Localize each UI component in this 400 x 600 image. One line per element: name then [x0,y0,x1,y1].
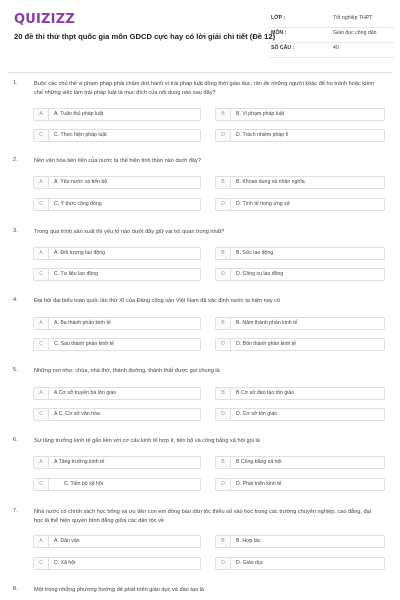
question-text: Sự tăng trưởng kinh tế gắn liền với cơ cấu kinh tế hợp lí, tiến bộ và công bằng xã hội gọi là [34,438,260,444]
document-title: 20 đề thi thử thpt quốc gia môn GDCD cực hay có lời giải chi tiết (Đề 12) [14,32,276,41]
option-text: B. Vi phạm pháp luật [236,111,285,117]
option-letter: C [34,199,49,210]
meta-value: 40 [333,45,339,51]
option-a[interactable] [33,456,201,469]
option-a[interactable] [33,317,201,330]
option-text: D. Bốn thành phần kinh tế [236,341,296,347]
question-text: Trong quá trình sản xuất thì yếu tố nào dưới đây giữ vai trò quan trọng nhất? [34,229,225,235]
option-letter: A [34,536,49,547]
option-text: A. Ba thành phần kinh tế [54,320,111,326]
option-b[interactable] [215,387,385,400]
option-letter: C [34,339,49,350]
option-text: A. Dân vận [54,538,80,544]
option-letter: B [216,536,231,547]
question-text: Nhà nước có chính sách học bổng và ưu tiên con em đồng bào dân tộc thiểu số vào học trong các trường chuyên nghiệp, cao đẳng, đại học là thể hiện quyền bình đẳng giữa các dân tộc về [34,509,372,524]
option-letter: D [216,479,231,490]
meta-value: Tốt nghiệp THPT [333,15,373,21]
option-letter: A [34,388,49,399]
option-d[interactable] [215,408,385,421]
option-a[interactable] [33,108,201,121]
question-number: 3. [13,228,18,234]
option-letter: C [34,130,49,141]
meta-value: Giáo dục công dân [333,30,377,36]
option-text: A. Tuân thủ pháp luật [54,111,104,117]
option-c[interactable] [33,268,201,281]
question-text: Những nơi như: chùa, nhà thờ, thánh đường, thánh thất được gọi chung là [34,368,220,374]
option-letter: B [216,177,231,188]
question-text: Một trong những phương hướng để phát triển giáo dục và đào tạo là [34,587,205,593]
option-d[interactable] [215,557,385,570]
option-text: D. Công cụ lao động [236,271,284,277]
option-text: C. Xã hội [54,560,76,566]
question-number: 2. [13,157,18,163]
option-text: B. Hợp tác [236,538,261,544]
option-letter: D [216,269,231,280]
document-header [0,0,400,68]
option-text: B Công bằng xã hội [236,459,282,465]
meta-key: SỐ CÂU : [271,45,295,51]
option-text: D. Phát triển kinh tế [236,481,282,487]
option-text: B Cơ sở đào tạo tôn giáo [236,390,295,396]
option-letter: B [216,248,231,259]
option-d[interactable] [215,198,385,211]
question-number: 5. [13,367,18,373]
option-b[interactable] [215,456,385,469]
option-text: A. Yêu nước và tiến bộ [54,179,108,185]
option-c[interactable] [33,478,201,491]
option-letter: C [34,558,49,569]
option-letter: A [34,248,49,259]
option-text: C. Ý thức cộng đồng [54,201,102,207]
option-text: A Tăng trưởng kinh tế [54,459,105,465]
option-b[interactable] [215,535,385,548]
question-number: 4. [13,297,18,303]
option-letter: C [34,479,49,490]
option-b[interactable] [215,176,385,189]
option-text: A Cơ sở truyền bá tôn giáo [54,390,117,396]
option-text: C. Tư liệu lao động [54,271,99,277]
option-d[interactable] [215,268,385,281]
meta-key: MÔN : [271,30,287,36]
option-a[interactable] [33,247,201,260]
option-d[interactable] [215,129,385,142]
option-letter: C [34,269,49,280]
option-b[interactable] [215,108,385,121]
option-text: C. Tiến bộ xã hội [64,481,103,487]
option-text: A C. Cơ sở văn hóa [54,411,100,417]
option-a[interactable] [33,176,201,189]
option-letter: B [216,109,231,120]
meta-key: LỚP : [271,15,286,21]
option-letter: A [34,109,49,120]
question-number: 1. [13,80,18,86]
option-text: D. Tình tế trong ứng xử [236,201,291,207]
option-c[interactable] [33,338,201,351]
question-text: Nền văn hóa tiên tiến của nước ta thể hiện tinh thần nào dưới đây? [34,158,201,164]
option-text: A. Đối tượng lao động [54,250,105,256]
option-letter: B [216,457,231,468]
option-text: B. Sức lao động [236,250,274,256]
option-c[interactable] [33,198,201,211]
option-text: C. Sáu thành phần kinh tế [54,341,114,347]
option-text: D. Cơ sở tôn giáo [236,411,278,417]
option-letter: A [34,457,49,468]
option-letter: B [216,318,231,329]
question-text: Buộc các chủ thể vi phạm pháp phải chấm dứt hành vi trái pháp luật đồng thời giáo dục, răn đe những người khác để họ tránh hoặc kiềm chế những việc làm trái pháp luật là mục đích của nội dung nào sau đây? [34,81,375,96]
option-letter: D [216,199,231,210]
question-number: 8. [13,586,18,592]
option-letter: D [216,558,231,569]
meta-table [268,13,394,58]
option-letter: D [216,339,231,350]
question-number: 6. [13,437,18,443]
option-text: D. Giáo dục [236,560,264,566]
question-text: Đại hội đại biểu toàn quốc lần thứ XI của Đảng cộng sản Việt Nam đã xác định nước ta hiện nay có [34,298,281,304]
option-text: B. Khoan dung và nhân nghĩa [236,179,305,185]
option-d[interactable] [215,338,385,351]
meta-row-subject [268,28,394,43]
option-text: C. Thực hiện pháp luật [54,132,107,138]
option-c[interactable] [33,129,201,142]
option-letter: D [216,409,231,420]
option-letter: A [34,177,49,188]
quizizz-logo: QUIZIZZ [14,12,75,27]
option-text: B. Năm thành phần kinh tế [236,320,298,326]
header-divider [8,72,392,73]
option-d[interactable] [215,478,385,491]
option-b[interactable] [215,247,385,260]
option-c[interactable] [33,557,201,570]
option-letter: A [34,318,49,329]
option-a[interactable] [33,535,201,548]
option-letter: C [34,409,49,420]
question-number: 7. [13,508,18,514]
option-letter: D [216,130,231,141]
option-letter: B [216,388,231,399]
option-b[interactable] [215,317,385,330]
option-a[interactable] [33,387,201,400]
option-c[interactable] [33,408,201,421]
option-text: D. Trách nhiệm pháp lí [236,132,289,138]
meta-row-class [268,13,394,28]
meta-row-count [268,43,394,58]
